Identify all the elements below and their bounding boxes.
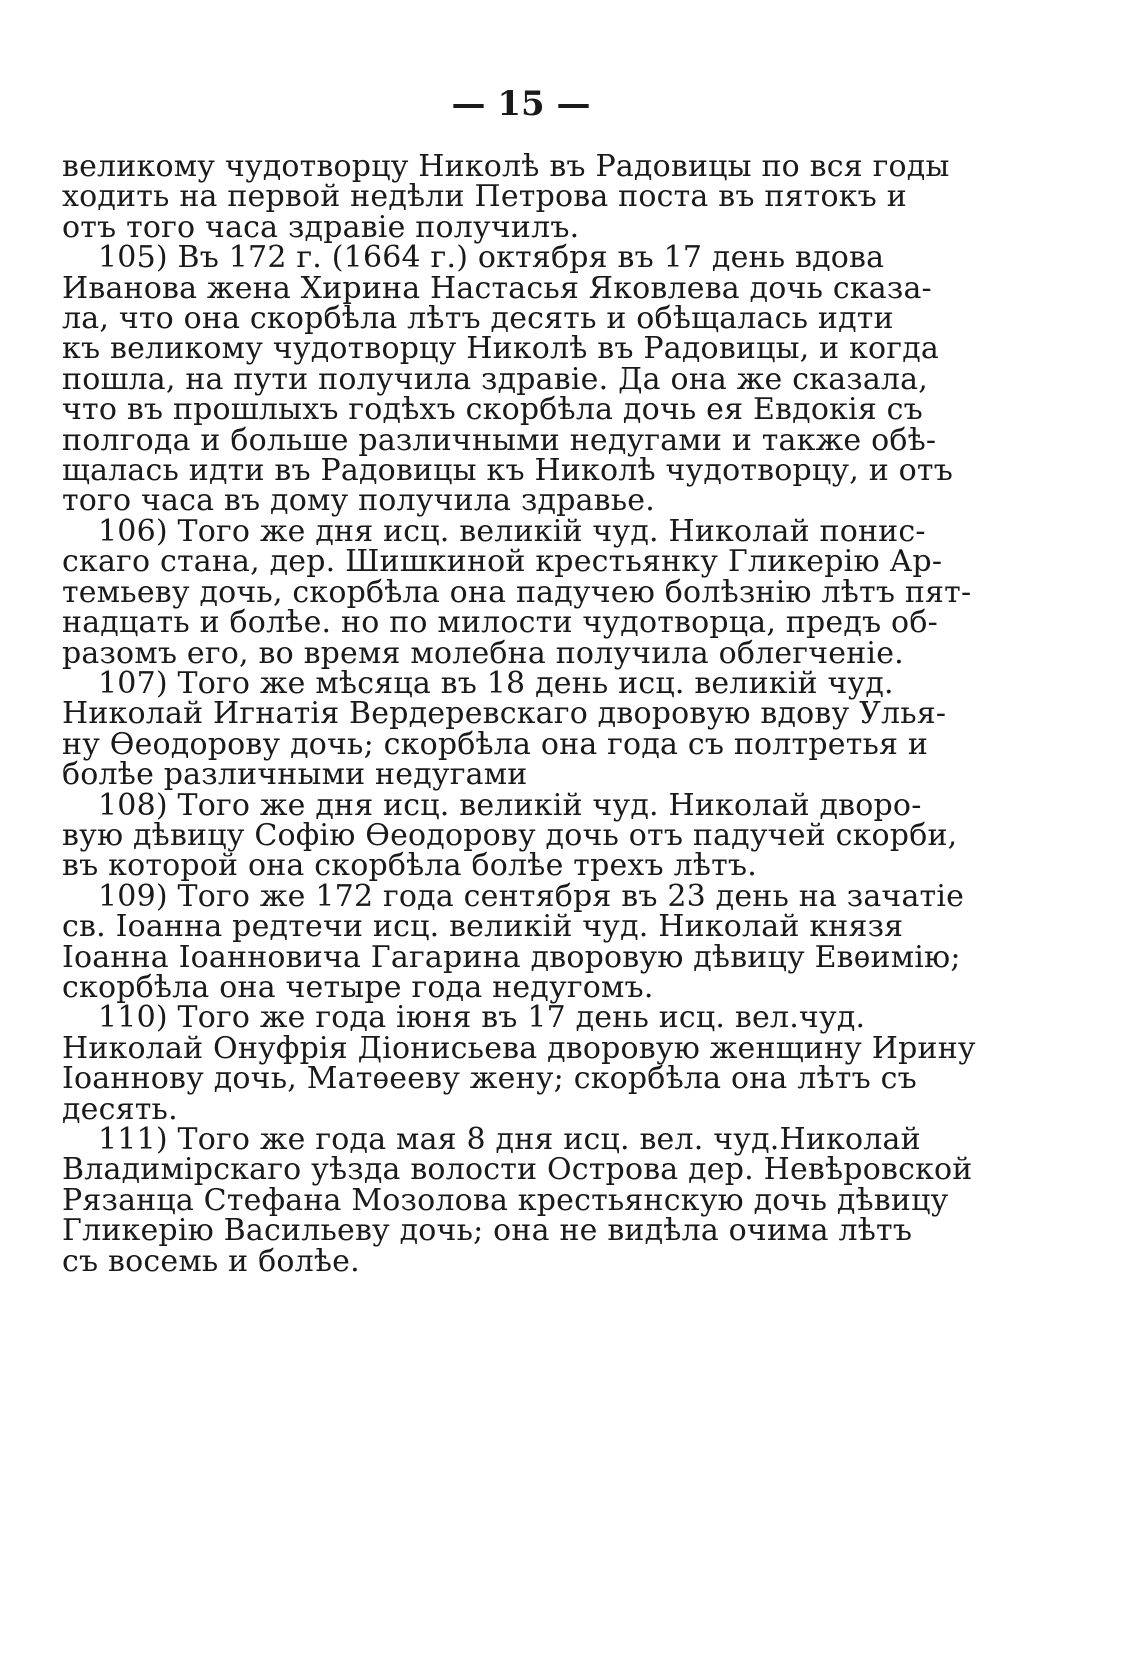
text-line: Іоаннову дочь, Матѳееву жену; скорбѣла она лѣтъ съ	[62, 1061, 917, 1097]
text-line: Николай Игнатія Вердеревскаго дворовую вдову Улья-	[62, 696, 947, 732]
text-line: надцать и болѣе. но по милости чудотворца, предъ об-	[62, 605, 938, 641]
text-line: великому чудотворцу Николѣ въ Радовицы по вся годы	[62, 149, 950, 184]
paragraph-106	[62, 513, 972, 671]
paragraph-108	[62, 787, 958, 884]
text-line: разомъ его, во время молебна получила облегченіе.	[62, 635, 904, 671]
text-line: вую дѣвицу Софію Ѳеодорову дочь отъ падучей скорби,	[62, 817, 958, 853]
text-line: отъ того часа здравіе получилъ.	[62, 209, 580, 245]
text-line: 106) Того же дня исц. великій чуд. Николай понис-	[98, 513, 926, 549]
text-line: 105) Въ 172 г. (1664 г.) октября въ 17 день вдова	[98, 240, 885, 276]
text-line: 109) Того же 172 года сентября въ 23 день на зачатіе	[98, 878, 965, 914]
text-line: Иванова жена Хирина Настасья Яковлева дочь сказа-	[62, 270, 932, 306]
paragraph-continuation	[62, 149, 950, 245]
text-line: ну Ѳеодорову дочь; скорбѣла она года съ полтретья и	[62, 726, 929, 762]
text-line: болѣе различными недугами	[62, 757, 528, 793]
text-line: ходить на первой недѣли Петрова поста въ пятокъ и	[62, 179, 907, 215]
text-line: скорбѣла она четыре года недугомъ.	[62, 969, 654, 1005]
paragraph-110	[62, 1000, 976, 1127]
text-line: 110) Того же года іюня въ 17 день исц. вел.чуд.	[98, 1000, 866, 1036]
text-line: что въ прошлыхъ годѣхъ скорбѣла дочь ея Евдокія съ	[62, 392, 923, 428]
text-line: того часа въ дому получила здравье.	[62, 483, 655, 519]
text-line: Рязанца Стефана Мозолова крестьянскую дочь дѣвицу	[62, 1182, 949, 1218]
text-line: св. Іоанна редтечи исц. великій чуд. Николай князя	[62, 909, 904, 945]
text-line: Іоанна Іоанновича Гагарина дворовую дѣвицу Евѳимію;	[62, 939, 961, 975]
text-line: щалась идти въ Радовицы къ Николѣ чудотворцу, и отъ	[62, 453, 953, 489]
text-line: десять.	[62, 1091, 178, 1127]
text-line: ла, что она скорбѣла лѣтъ десять и обѣщалась идти	[62, 301, 894, 337]
text-line: съ восемь и болѣе.	[62, 1243, 360, 1279]
paragraph-111	[62, 1122, 973, 1279]
paragraph-109	[62, 878, 965, 1005]
text-line: темьеву дочь, скорбѣла она падучею болѣзнію лѣтъ пят-	[62, 574, 972, 610]
paragraph-107	[62, 665, 947, 793]
text-line: въ которой она скорбѣла болѣе трехъ лѣтъ.	[62, 848, 757, 884]
text-line: 111) Того же года мая 8 дня исц. вел. чуд.Николай	[98, 1122, 921, 1157]
text-line: 108) Того же дня исц. великій чуд. Николай дворо-	[98, 787, 922, 823]
text-line: скаго стана, дер. Шишкиной крестьянку Гликерію Ар-	[62, 544, 943, 580]
text-line: Гликерію Васильеву дочь; она не видѣла очима лѣтъ	[62, 1213, 913, 1249]
text-line: полгода и больше различными недугами и также обѣ-	[62, 422, 937, 458]
text-line: пошла, на пути получила здравіе. Да она же сказала,	[62, 361, 929, 397]
text-line: Николай Онуфрія Діонисьева дворовую женщину Ирину	[62, 1030, 976, 1066]
text-line: 107) Того же мѣсяца въ 18 день исц. великій чуд.	[98, 665, 894, 701]
paragraph-105	[62, 240, 953, 519]
text-line: къ великому чудотворцу Николѣ въ Радовицы, и когда	[62, 331, 939, 367]
page-number: — 15 —	[451, 84, 591, 124]
text-line: Владимірскаго уѣзда волости Острова дер. Невѣровской	[62, 1152, 973, 1188]
